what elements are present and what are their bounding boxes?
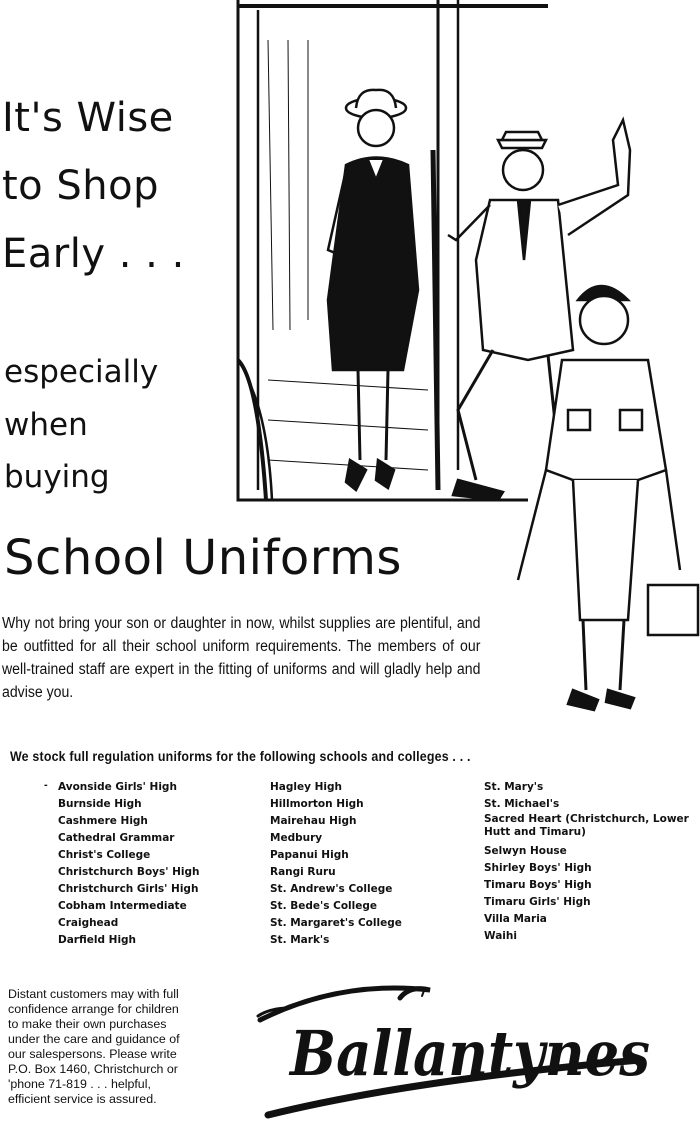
subhead-line-3: buying xyxy=(4,459,110,495)
distant-customers-note: Distant customers may with full confidence arrange for children to make their own purchases under the care and guidance of our salespersons. Please write P.O. Box 1460, Christchurch or 'phone 71-819 . . . helpful, efficient service is assured. xyxy=(8,987,180,1106)
school-item: St. Andrew's College xyxy=(270,883,393,895)
logo-wordmark: Ballantynes xyxy=(288,1017,650,1090)
school-item: St. Mark's xyxy=(270,934,330,946)
school-item: Cathedral Grammar xyxy=(58,832,175,844)
headline-line-3: Early . . . xyxy=(2,231,185,277)
school-item: Rangi Ruru xyxy=(270,866,336,878)
school-item: Craighead xyxy=(58,917,119,929)
school-item: Christchurch Boys' High xyxy=(58,866,200,878)
school-item: Avonside Girls' High xyxy=(58,781,177,793)
school-item: Timaru Girls' High xyxy=(484,896,591,908)
school-item: Mairehau High xyxy=(270,815,357,827)
list-dash-mark: - xyxy=(44,779,48,791)
school-item: St. Mary's xyxy=(484,781,544,793)
school-item: Medbury xyxy=(270,832,323,844)
school-item: St. Michael's xyxy=(484,798,560,810)
ballantynes-logo xyxy=(250,980,670,1120)
school-item: Selwyn House xyxy=(484,845,567,857)
school-item: Christ's College xyxy=(58,849,151,861)
school-item: Papanui High xyxy=(270,849,349,861)
school-item: Timaru Boys' High xyxy=(484,879,592,891)
school-list-column-3 xyxy=(484,779,698,945)
school-item: Waihi xyxy=(484,930,517,942)
school-item: Cashmere High xyxy=(58,815,148,827)
school-item: Villa Maria xyxy=(484,913,547,925)
schools-heading: We stock full regulation uniforms for the following schools and colleges . . . xyxy=(10,749,471,764)
school-item: Darfield High xyxy=(58,934,137,946)
headline-line-1: It's Wise xyxy=(2,95,174,141)
school-list-column-2 xyxy=(270,779,402,949)
school-item: Sacred Heart (Christchurch, Lower Hutt and Timaru) xyxy=(484,813,689,838)
school-item: Hagley High xyxy=(270,781,342,793)
intro-paragraph: Why not bring your son or daughter in now, whilst supplies are plentiful, and be outfitted for all their school uniform requirements. The members of our well-trained staff are expert in the fitting of uniforms and will gladly help and advise you. xyxy=(2,615,481,701)
school-item: Christchurch Girls' High xyxy=(58,883,199,895)
headline-line-2: to Shop xyxy=(2,163,159,209)
page-title: School Uniforms xyxy=(4,530,402,586)
school-item: St. Bede's College xyxy=(270,900,377,912)
school-item: Hillmorton High xyxy=(270,798,364,810)
subhead-line-2: when xyxy=(4,407,88,443)
school-item: Shirley Boys' High xyxy=(484,862,592,874)
school-item: St. Margaret's College xyxy=(270,917,402,929)
school-item: Cobham Intermediate xyxy=(58,900,187,912)
subhead-line-1: especially xyxy=(4,354,159,390)
school-item: Burnside High xyxy=(58,798,142,810)
school-list-column-1 xyxy=(58,779,200,949)
